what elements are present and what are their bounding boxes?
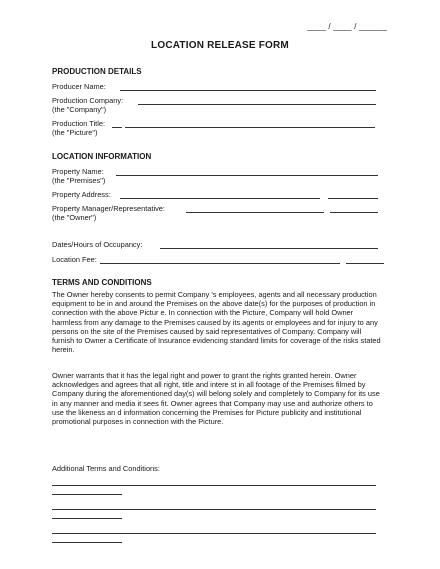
date-field[interactable]: ____ / ____ / ______ bbox=[307, 22, 387, 31]
production-title-field-prefix[interactable] bbox=[112, 127, 122, 128]
additional-terms-line-2[interactable] bbox=[52, 509, 376, 510]
picture-definition: (the "Picture") bbox=[52, 128, 98, 137]
location-fee-field[interactable] bbox=[100, 263, 340, 264]
terms-paragraph-1: The Owner hereby consents to permit Company 's employees, agents and all necessary production equipment to be in and around the Premises on the above date(s) for the purposes of production in connection with the above Pictur e. In connection with the Picture, Company will hold Owner harmless from any damage to the Premises caused by its agents or employees and for injury to any persons on the site of the Premises caused by said representatives of Company. Company will furnish to Owner a Certificate of Insurance evidencing standard limits for coverage of the risks stated herein. bbox=[52, 290, 381, 355]
location-fee-field-2[interactable] bbox=[346, 263, 384, 264]
property-manager-field[interactable] bbox=[186, 212, 324, 213]
premises-definition: (the "Premises") bbox=[52, 176, 106, 185]
production-company-field[interactable] bbox=[138, 104, 376, 105]
production-company-label: Production Company: bbox=[52, 96, 124, 105]
property-address-field[interactable] bbox=[120, 198, 320, 199]
additional-terms-label: Additional Terms and Conditions: bbox=[52, 464, 160, 473]
owner-definition: (the "Owner") bbox=[52, 213, 97, 222]
property-manager-label: Property Manager/Representative: bbox=[52, 204, 165, 213]
production-title-field[interactable] bbox=[125, 127, 375, 128]
dates-hours-field[interactable] bbox=[160, 248, 378, 249]
property-manager-field-2[interactable] bbox=[330, 212, 378, 213]
producer-name-label: Producer Name: bbox=[52, 82, 106, 91]
dates-hours-label: Dates/Hours of Occupancy: bbox=[52, 240, 143, 249]
additional-terms-line-3[interactable] bbox=[52, 533, 376, 534]
additional-terms-line-3b[interactable] bbox=[52, 542, 122, 543]
terms-paragraph-2: Owner warrants that it has the legal right and power to grant the rights granted herein. Owner acknowledges and agrees that all right, title and intere st in all footage of the Premises filmed by Company during the aforementioned day(s) will belong solely and completely to Company for its use in any manner and media it sees fit. Owner agrees that Company may use and authorize others to use the likeness an d information concerning the Premises for Picture publicity and institutional promotional purposes in connection with the Picture. bbox=[52, 371, 380, 427]
company-definition: (the "Company") bbox=[52, 105, 107, 114]
property-address-field-2[interactable] bbox=[328, 198, 378, 199]
additional-terms-line-2b[interactable] bbox=[52, 518, 122, 519]
location-information-heading: LOCATION INFORMATION bbox=[52, 152, 152, 161]
production-title-label: Production Title: bbox=[52, 119, 105, 128]
producer-name-field[interactable] bbox=[120, 90, 376, 91]
additional-terms-line-1[interactable] bbox=[52, 485, 376, 486]
form-title: LOCATION RELEASE FORM bbox=[151, 40, 289, 51]
terms-conditions-heading: TERMS AND CONDITIONS bbox=[52, 278, 152, 287]
additional-terms-line-1b[interactable] bbox=[52, 494, 122, 495]
property-name-label: Property Name: bbox=[52, 167, 104, 176]
property-name-field[interactable] bbox=[116, 175, 378, 176]
property-address-label: Property Address: bbox=[52, 190, 111, 199]
location-fee-label: Location Fee: bbox=[52, 255, 97, 264]
production-details-heading: PRODUCTION DETAILS bbox=[52, 67, 142, 76]
